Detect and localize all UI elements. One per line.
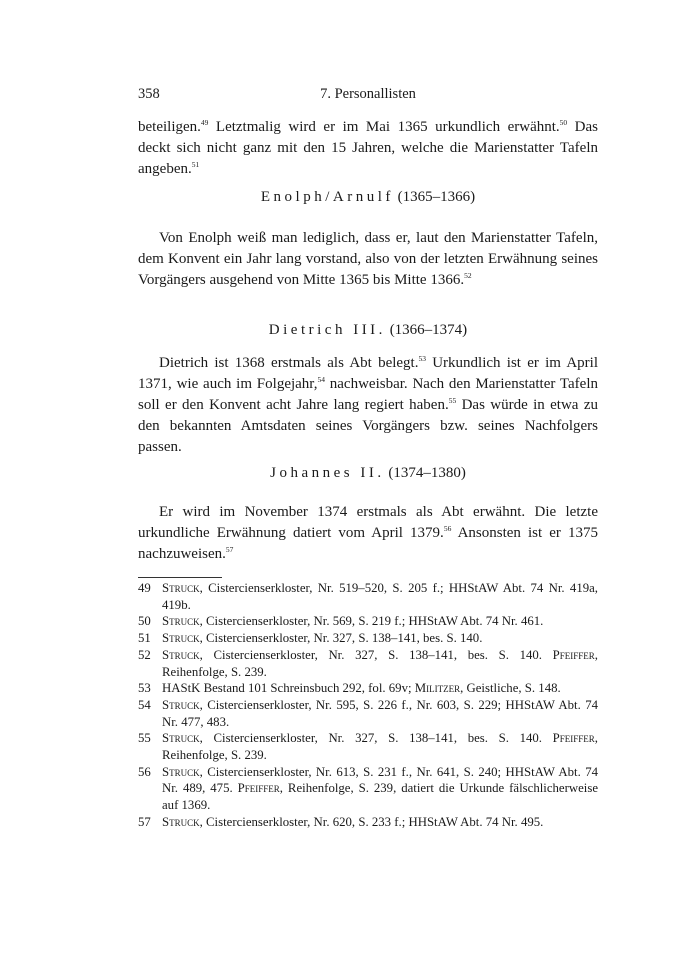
footnote: 57 Struck, Cistercienserkloster, Nr. 620, S. 233 f.; HHStAW Abt. 74 Nr. 495. xyxy=(138,814,544,829)
paragraph-2: Von Enolph weiß man lediglich, dass er, laut den Marienstatter Tafeln, dem Konvent ein Jahr lang vorstand, also von der letzten Erwähnung seines Vorgängers ausgehend von Mitte 1365 bis Mitte 1366.52 xyxy=(138,230,598,288)
footnote-ref-50[interactable]: 50 xyxy=(559,118,568,127)
footnote-ref-56[interactable]: 56 xyxy=(443,524,452,533)
footnote: 52 Struck, Cistercienserkloster, Nr. 327, S. 138–141, bes. S. 140. Pfeiffer, Reihenfolge, S. 239. xyxy=(138,647,598,679)
page-number: 358 xyxy=(138,86,160,102)
footnote: 50 Struck, Cistercienserkloster, Nr. 569, S. 219 f.; HHStAW Abt. 74 Nr. 461. xyxy=(138,614,544,629)
paragraph-3: Dietrich ist 1368 erstmals als Abt belegt.$^{53}$ Urkundlich ist er im April 1371, wie auch im Folgejahr,$^{54}$ nachweisbar. Nach den Marienstatter Tafeln soll er den Konvent acht Jahre lang regiert haben.$^{55}$ Das würde in etwa zu den bekannten Amtsdaten seines Vorgängers bzw. seines Nachfolgers passen. xyxy=(138,354,598,455)
footnote-rule xyxy=(138,577,222,578)
running-title: 7. Personallisten xyxy=(320,86,416,102)
paragraph-1: beteiligen.$^{49}$ Letztmalig wird er im Mai 1365 urkundlich erwähnt.$^{50}$ Das deckt sich nicht ganz mit den 15 Jahren, welche die Marienstatter Tafeln angeben.$^{51}$ xyxy=(138,118,599,177)
footnote: 54 Struck, Cistercienserkloster, Nr. 595, S. 226 f., Nr. 603, S. 229; HHStAW Abt. 74 Nr. 477, 483. xyxy=(138,697,598,729)
footnote: 56 Struck, Cistercienserkloster, Nr. 613, S. 231 f., Nr. 641, S. 240; HHStAW Abt. 74 Nr. 489, 475. Pfeiffer, Reihenfolge, S. 239, datiert die Urkunde fälschlicherweise auf 1369. xyxy=(138,764,598,813)
footnote-ref-53[interactable]: 53 xyxy=(418,354,426,363)
footnote-ref-54[interactable]: 54 xyxy=(317,375,325,384)
footnotes xyxy=(138,580,598,831)
footnote: 49 Struck, Cistercienserkloster, Nr. 519–520, S. 205 f.; HHStAW Abt. 74 Nr. 419a, 419b. xyxy=(138,581,598,612)
footnote-ref-49[interactable]: 49 xyxy=(200,118,209,127)
footnote: 55 Struck, Cistercienserkloster, Nr. 327, S. 138–141, bes. S. 140. Pfeiffer, Reihenfolge, S. 239. xyxy=(138,731,598,763)
page-header xyxy=(138,86,598,106)
section-heading-johannes: Johannes II. (1374–1380) xyxy=(270,465,466,481)
footnote-ref-55[interactable]: 55 xyxy=(448,396,457,405)
footnote-ref-52[interactable]: 52 xyxy=(464,271,472,280)
section-heading-enolph: Enolph/Arnulf (1365–1366) xyxy=(260,189,476,205)
footnote: 53 HAStK Bestand 101 Schreinsbuch 292, fol. 69v; Militzer, Geistliche, S. 148. xyxy=(138,681,561,696)
section-heading-dietrich: Dietrich III. (1366–1374) xyxy=(268,322,468,338)
footnote-ref-57[interactable]: 57 xyxy=(225,545,234,554)
paragraph-4: Er wird im November 1374 erstmals als Abt erwähnt. Die letzte urkundliche Erwähnung datiert vom April 1379.56 Ansonsten ist er 1375 nachzuweisen.$^{57}$ xyxy=(138,504,598,562)
footnote-ref-51[interactable]: 51 xyxy=(191,160,200,169)
footnote: 51 Struck, Cistercienserkloster, Nr. 327, S. 138–141, bes. S. 140. xyxy=(138,631,483,646)
